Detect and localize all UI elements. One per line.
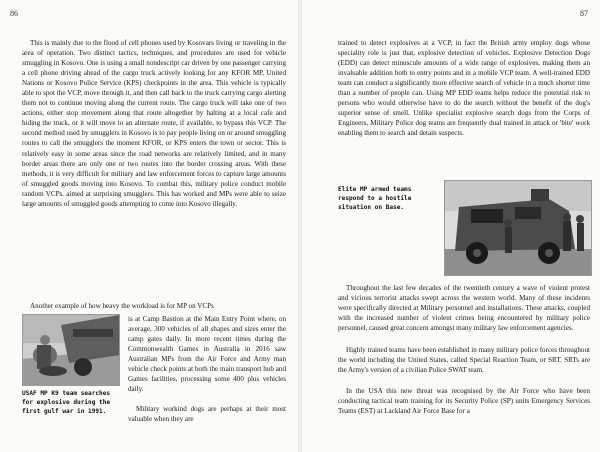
right-page (302, 0, 600, 452)
right-paragraph-1: trained to detect explosives at a VCP, in fact the British army employ dogs whose speciality role is just that, explosive detection of vehicles. Explosive Detection Dogs (EDD) can detect minuscule amounts of a wide range of explosives, making them an invaluable addition both to entry points and in a mobile VCP team. A well-trained EDD team can conduct a significantly more effective search of vehicle in a much shorter time than a number of people can. Using MP EDD teams helps reduce the potential risk to persons who would otherwise have to do the search without the benefit of the dog's superior sense of smell. Unlike specialist explosive search dogs from the Corps of Engineers, Military Police dog teams are frequently dual trained in attack or 'bite' work enabling them to search and detain suspects. (338, 39, 590, 138)
armored-vehicle-photo (444, 180, 592, 276)
right-paragraph-2: Throughout the last few decades of the twentieth century a wave of violent protest and vicious terrorist attacks swept across the western world. Many of these incidents were specifically directed at Military personnel and installations. These attacks, coupled with the increased number of violent crimes being encountered by military police personnel, caused great concern amongst many military law enforcement agencies. (338, 284, 590, 333)
left-paragraph-3: Military workind dogs are perhaps at their most valuable when they are (128, 405, 286, 424)
k9-search-photo (22, 314, 120, 386)
left-paragraph-1: This is mainly due to the flood of cell phones used by Kosovars living or traveling in the area of operation. Two distinct tactics, techniques, and procedures are used for vehicle smuggling in Kosovo. One is using a small nondescript car driven by one passenger carrying a cell phone driving ahead of the cargo truck actively looking for any KFOR MP, United Nations or Kosovo Police Service (KPS) checkpoints in the area. This vehicle is typically able to spot the VCP, move through it, and then call back to the truck carrying cargo alerting them not to continue moving along the current route. The cargo truck will take one of two actions, either stop movement along that route altogether by halting at a local cafe and hiding the truck, or it will move to an alternate route, if available, to bypass this VCP. The second method used by smugglers in Kosovo is to pay people living on or around smuggling routes to call the smugglers the moment KFOR, or KPS enters the town or sector. This is relatively easy in some areas since the road networks are relatively limited, and in many border areas there are only one or two routes into the border crossing areas. With these methods, it is very difficult for military and law enforcement forces to capture large amounts of smuggled goods moving into Kosovo. To combat this, military police conduct mobile random VCPs. aimed at surprising smugglers. This has worked and MPs were able to seize large amounts of smuggled goods attempting to come into Kosovo illegally. (22, 39, 286, 208)
left-photo-caption: USAF MP K9 team searches for explosive during the first gulf war in 1991. (22, 390, 111, 415)
right-photo-caption: Elite MP armed teams respond to a hostile situation on Base. (338, 186, 412, 211)
page-number-right: 87 (580, 9, 588, 18)
page-number-left: 86 (10, 9, 18, 18)
left-paragraph-2-wrap: is at Camp Bastion at the Main Entry Point where, on average, 300 vehicles of all shapes and sizes enter the camp gates daily. In more recent times during the Commonwealth Games in Australia in 2016 saw Australian MPs from the Air Force and Army man vehicle check points at both the main transport hub and Games facilities, processing some 400 plus vehicles daily. (128, 315, 286, 394)
left-paragraph-2-start: Another example of how heavy the workload is for MP on VCPs (30, 302, 214, 310)
right-paragraph-4: In the USA this new threat was recognised by the Air Force who have been conducting tactical team training for its Security Police (SP) units Emergency Services Teams (EST) at Lackland Air Force Base for a (338, 387, 590, 416)
left-page (0, 0, 298, 452)
right-paragraph-3: Highly trained teams have been established in many military police forces throughout the world including the United States, called Special Reaction Team, or SRT. SRTs are the Army's version of a civilian Police SWAT team. (338, 346, 590, 375)
